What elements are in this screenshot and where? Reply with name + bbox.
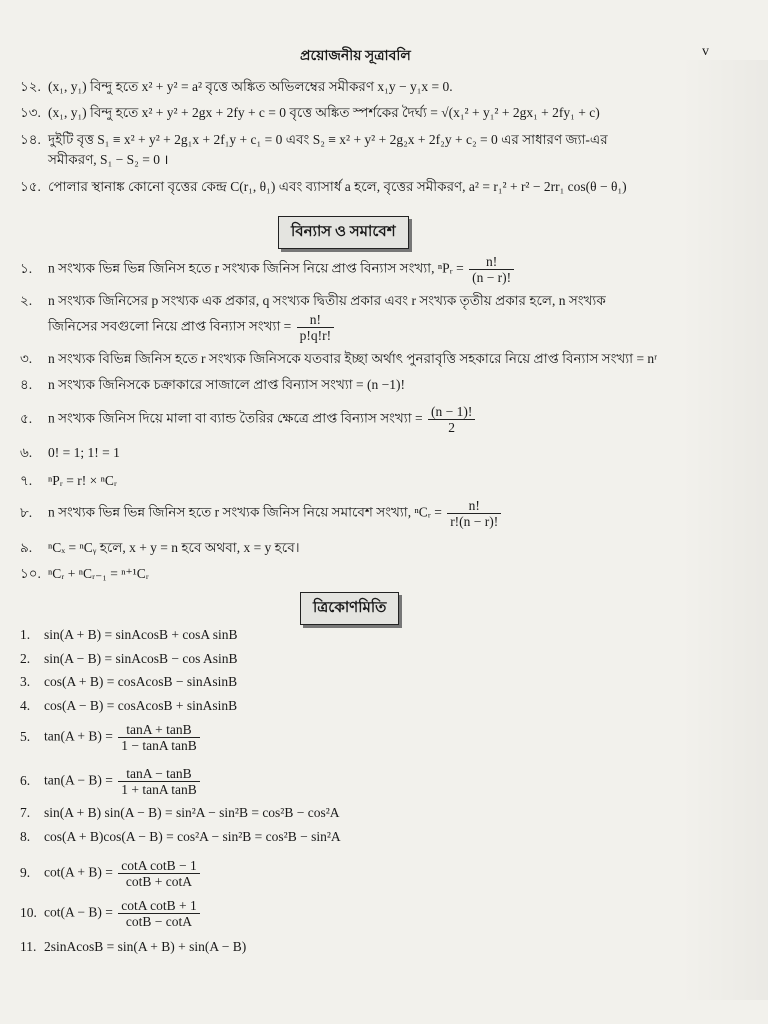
page-number: v — [702, 44, 709, 59]
formula-line: 7. sin(A + B) sin(A − B) = sin²A − sin²B = cos²B − cos²A — [20, 805, 340, 820]
formula-line: ১২. (x₁, y₁) বিন্দু হতে x² + y² = a² বৃত্তে অঙ্কিত অভিলম্বের সমীকরণ x₁y − y₁x = 0. — [20, 79, 453, 94]
formula-line: ৪. n সংখ্যক জিনিসকে চক্রাকারে সাজালে প্রাপ্ত বিন্যাস সংখ্যা = (n −1)! — [20, 377, 406, 392]
formula-line: 1. sin(A + B) = sinAcosB + cosA sinB — [20, 627, 238, 642]
formula-line: 11. 2sinAcosB = sin(A + B) + sin(A − B) — [20, 939, 247, 954]
formula-line: ১. n সংখ্যক ভিন্ন ভিন্ন জিনিস হতে r সংখ্যক জিনিস নিয়ে প্রাপ্ত বিন্যাস সংখ্যা, ⁿPᵣ = $\frac{n!}{(n - r)!}$ — [20, 254, 750, 285]
section-heading-permutation: বিন্যাস ও সমাবেশ — [278, 216, 409, 249]
formula-line: ২. n সংখ্যক জিনিসের p সংখ্যক এক প্রকার, q সংখ্যক দ্বিতীয় প্রকার এবং r সংখ্যক তৃতীয় প্রকার হলে, n সংখ্যক — [20, 293, 606, 308]
formula-line: 10. cot(A − B) = $\frac{\text{cotA cotB + 1}}{\cot B - \cot A}$ — [20, 898, 750, 929]
formula-line: ৩. n সংখ্যক বিভিন্ন জিনিস হতে r সংখ্যক জিনিসকে যতবার ইচ্ছা অর্থাৎ পুনরাবৃত্তি সহকারে নিয়ে প্রাপ্ত বিন্যাস সংখ্যা = nʳ — [20, 351, 658, 366]
formula-line: ৮. n সংখ্যক ভিন্ন ভিন্ন জিনিস হতে r সংখ্যক জিনিস নিয়ে সমাবেশ সংখ্যা, ⁿCᵣ = $\frac{n!}{r!(n - r)!}$ — [20, 498, 750, 529]
formula-line: 4. cos(A − B) = cosAcosB + sinAsinB — [20, 698, 238, 713]
formula-line: 2. sin(A − B) = sinAcosB − cos AsinB — [20, 651, 238, 666]
fraction: $\frac{\text{cotA cotB + 1}}{\cot B - \cot A}$ — [118, 898, 199, 929]
formula-line: 5. tan(A + B) = $\frac{\tan A + \tan B}{\text{1 − tanA tanB}}$ — [20, 722, 750, 753]
fraction: $\frac{n!}{r!(n - r)!}$ — [447, 498, 501, 529]
formula-line: 3. cos(A + B) = cosAcosB − sinAsinB — [20, 674, 238, 689]
fraction: $\frac{n!}{p!q!r!}$ — [297, 312, 334, 343]
formula-line: 9. cot(A + B) = $\frac{\text{cotA cotB − 1}}{\cot B + \cot A}$ — [20, 858, 750, 889]
section-heading-trigonometry: ত্রিকোণমিতি — [300, 592, 399, 625]
fraction: $\frac{\tan A - \tan B}{\text{1 + tanA tanB}}$ — [118, 766, 199, 797]
formula-line-continuation: জিনিসের সবগুলো নিয়ে প্রাপ্ত বিন্যাস সংখ্যা = $\frac{n!}{p!q!r!}$ — [48, 312, 768, 343]
formula-line: ৫. n সংখ্যক জিনিস দিয়ে মালা বা ব্যান্ড তৈরির ক্ষেত্রে প্রাপ্ত বিন্যাস সংখ্যা = $\frac{(n - 1)!}{2}$ — [20, 404, 750, 435]
formula-line: ১৫. পোলার স্থানাঙ্ক কোনো বৃত্তের কেন্দ্র C(r₁, θ₁) এবং ব্যাসার্ধ a হলে, বৃত্তের সমীকরণ, a² = r₁² + r² − 2rr₁ cos(θ − θ₁) — [20, 179, 627, 194]
fraction: $\frac{(n - 1)!}{2}$ — [428, 404, 475, 435]
fraction: $\frac{\text{cotA cotB − 1}}{\cot B + \cot A}$ — [118, 858, 199, 889]
fraction: $\frac{\tan A + \tan B}{\text{1 − tanA tanB}}$ — [118, 722, 199, 753]
formula-line: ৬. 0! = 1; 1! = 1 — [20, 445, 120, 460]
formula-line: ১৩. (x₁, y₁) বিন্দু হতে x² + y² + 2gx + 2fy + c = 0 বৃত্তে অঙ্কিত স্পর্শকের দৈর্ঘ্য = √(x₁² + y₁² + 2gx₁ + 2fy₁ + c) — [20, 105, 600, 120]
formula-line: ৭. ⁿPᵣ = r! × ⁿCᵣ — [20, 473, 117, 488]
formula-line: ৯. ⁿCₓ = ⁿCᵧ হলে, x + y = n হবে অথবা, x = y হবে। — [20, 540, 300, 555]
formula-line: 8. cos(A + B)cos(A − B) = cos²A − sin²B = cos²B − sin²A — [20, 829, 341, 844]
formula-line: ১৪. দুইটি বৃত্ত S₁ ≡ x² + y² + 2g₁x + 2f₁y + c₁ = 0 এবং S₂ ≡ x² + y² + 2g₂x + 2f₂y + c₂ = 0 এর সাধারণ জ্যা-এর — [20, 132, 608, 147]
formula-line: ১০. ⁿCᵣ + ⁿCᵣ₋₁ = ⁿ⁺¹Cᵣ — [20, 566, 149, 581]
page-title: প্রয়োজনীয় সূত্রাবলি — [300, 49, 411, 64]
formula-line-continuation: সমীকরণ, S₁ − S₂ = 0 । — [48, 152, 169, 167]
formula-line: 6. tan(A − B) = $\frac{\tan A - \tan B}{\text{1 + tanA tanB}}$ — [20, 766, 750, 797]
fraction: $\frac{n!}{(n - r)!}$ — [469, 254, 514, 285]
page-header — [0, 44, 768, 66]
